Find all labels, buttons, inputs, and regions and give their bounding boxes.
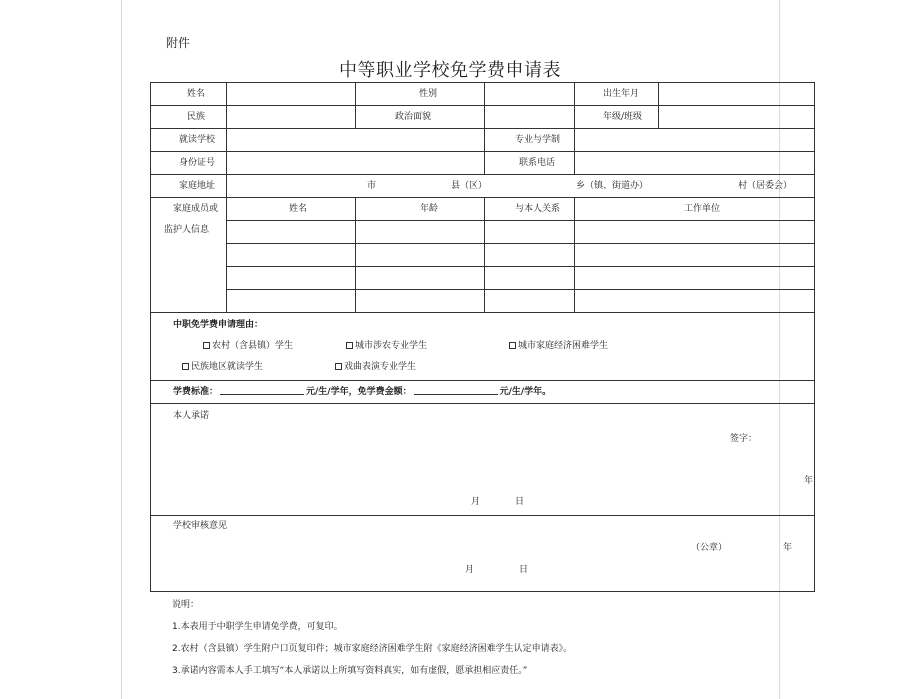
grade-class-label: 年级/班级 [603,112,643,122]
fee-standard-label: 学费标准： [173,387,219,397]
row-divider [151,380,814,381]
checkbox-icon [335,363,342,370]
row-divider [151,515,814,516]
col-divider [658,83,659,128]
row-divider [226,266,814,267]
page-left-edge [121,0,122,699]
row-divider [151,174,814,175]
attachment-label: 附件 [166,36,191,50]
checkbox-icon [346,342,353,349]
col-divider [355,83,356,128]
address-city: 市 [367,181,377,191]
col-divider [484,197,485,312]
family-col-name: 姓名 [289,204,308,214]
review-month: 月 [465,565,475,575]
note-item: 3.承诺内容需本人手工填写“本人承诺以上所填写资料真实，如有虚假，愿承担相应责任。” [172,666,528,676]
reason-option-rural[interactable] [203,340,293,352]
reason-option-urban-poor[interactable] [509,340,608,352]
reason-option-label: 民族地区就读学生 [191,362,264,372]
address-label: 家庭地址 [179,181,216,191]
family-col-relation: 与本人关系 [515,204,561,214]
notes-title: 说明： [172,600,200,610]
col-divider [226,83,227,312]
fee-standard-blank[interactable] [220,386,304,395]
gender-label: 性别 [419,89,438,99]
school-review-label: 学校审核意见 [173,521,228,531]
note-item: 1.本表用于中职学生申请免学费，可复印。 [172,622,343,632]
checkbox-icon [509,342,516,349]
reason-option-agri[interactable] [346,340,427,352]
reason-option-label: 城市家庭经济困难学生 [518,341,609,351]
checkbox-icon [182,363,189,370]
promise-month: 月 [471,497,481,507]
reason-option-label: 城市涉农专业学生 [355,341,428,351]
political-status-label: 政治面貌 [395,112,432,122]
reason-option-label: 戏曲表演专业学生 [344,362,417,372]
promise-day: 日 [515,497,525,507]
row-divider [151,151,814,152]
phone-label: 联系电话 [519,158,556,168]
reason-option-opera[interactable] [335,361,416,373]
col-divider [355,197,356,312]
family-col-age: 年龄 [420,204,439,214]
promise-year: 年 [804,476,814,486]
fee-unit-label: 元/生/学年。 [499,387,552,397]
row-divider [151,105,814,106]
official-seal: （公章） [691,543,728,553]
ethnicity-label: 民族 [187,112,206,122]
row-divider [151,312,814,313]
signature-label: 签字： [730,434,758,444]
reason-title: 中职免学费申请理由： [173,320,264,330]
reason-option-ethnic[interactable] [182,361,263,373]
row-divider [226,289,814,290]
family-label: 家庭成员或 [173,204,219,214]
reason-option-label: 农村（含县镇）学生 [212,341,294,351]
row-divider [226,243,814,244]
row-divider [151,197,814,198]
fee-exempt-blank[interactable] [414,386,498,395]
col-divider [484,83,485,174]
application-form-table [150,82,815,592]
col-divider [574,83,575,174]
name-label: 姓名 [187,89,206,99]
guardian-label: 监护人信息 [164,225,210,235]
address-town: 乡（镇、街道办） [576,181,649,191]
note-item: 2.农村（含县镇）学生附户口页复印件；城市家庭经济困难学生附《家庭经济困难学生认定申请表》。 [172,644,573,654]
form-title: 中等职业学校免学费申请表 [339,60,561,81]
promise-label: 本人承诺 [173,411,210,421]
row-divider [226,220,814,221]
checkbox-icon [203,342,210,349]
fee-unit-label: 元/生/学年，免学费金额： [306,387,412,397]
fee-line [173,386,551,398]
col-divider [574,197,575,312]
id-number-label: 身份证号 [179,158,216,168]
major-label: 专业与学制 [515,135,561,145]
school-label: 就读学校 [179,135,216,145]
address-county: 县（区） [451,181,488,191]
row-divider [151,128,814,129]
review-year: 年 [783,543,793,553]
row-divider [151,403,814,404]
review-day: 日 [519,565,529,575]
family-col-workplace: 工作单位 [684,204,721,214]
birth-label: 出生年月 [603,89,640,99]
address-village: 村（居委会） [738,181,793,191]
